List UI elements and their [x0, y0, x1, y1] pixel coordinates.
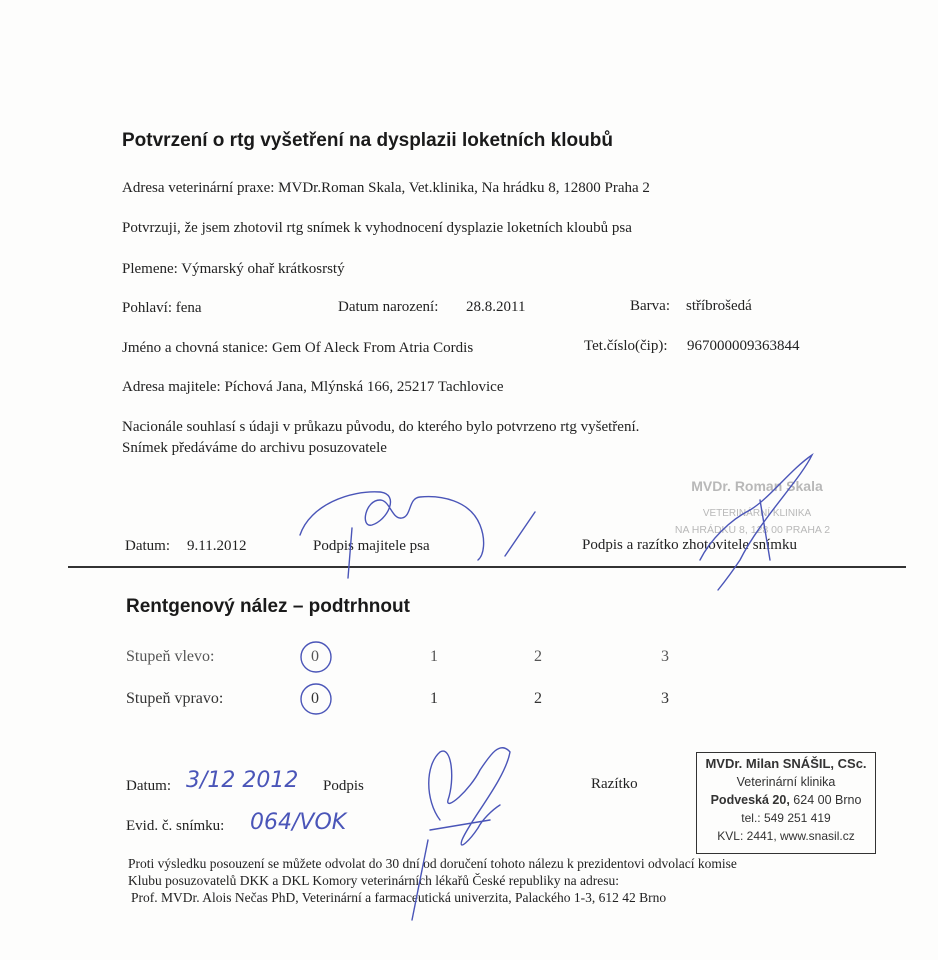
- right-grade-circle: [301, 684, 331, 714]
- right-grade-3: 3: [661, 690, 669, 707]
- result-signature-label: Podpis: [323, 778, 364, 794]
- date-label: Datum:: [125, 538, 170, 554]
- right-grade-label: Stupeň vpravo:: [126, 690, 224, 707]
- result-date-handwritten: 3/12 2012: [186, 768, 299, 793]
- result-signature-tail: [412, 840, 428, 920]
- stamp-line-3b: 624 00 Brno: [793, 793, 862, 807]
- owner-signature-tail: [348, 528, 352, 578]
- result-title: Rentgenový nález – podtrhnout: [126, 596, 410, 617]
- faded-stamp-name: MVDr. Roman Skala: [691, 478, 823, 494]
- footer-line-1: Proti výsledku posouzení se můžete odvolat do 30 dní od doručení tohoto nálezu k prezidentovi odvolací komise: [128, 856, 737, 871]
- consent-line-2: Snímek předáváme do archivu posuzovatele: [122, 440, 387, 456]
- breed-field: Plemene: Výmarský ohař krátkosrstý: [122, 261, 345, 277]
- owner-address: Adresa majitele: Píchová Jana, Mlýnská 166, 25217 Tachlovice: [122, 379, 504, 395]
- left-grade-0: 0: [311, 648, 319, 665]
- left-grade-2: 2: [534, 648, 542, 665]
- stamp-line-5: KVL: 2441, www.snasil.cz: [717, 829, 855, 843]
- dob-value: 28.8.2011: [466, 299, 526, 315]
- footer-line-2: Klubu posuzovatelů DKK a DKL Komory veterinárních lékařů České republiky na adresu:: [128, 873, 619, 888]
- consent-line-1: Nacionále souhlasí s údaji v průkazu původu, do kterého bylo potvrzeno rtg vyšetření.: [122, 419, 640, 435]
- chip-value: 967000009363844: [687, 338, 800, 354]
- stamp-line-2: Veterinární klinika: [736, 775, 836, 789]
- evidence-number-handwritten: 064/VOK: [250, 810, 347, 835]
- dob-label: Datum narození:: [338, 299, 439, 315]
- date-value: 9.11.2012: [187, 538, 247, 554]
- sex-field: Pohlaví: fena: [122, 300, 202, 316]
- result-date-label: Datum:: [126, 778, 171, 794]
- maker-signature-scribble: [700, 455, 812, 590]
- result-stamp-label: Razítko: [591, 776, 638, 792]
- stamp-line-1: MVDr. Milan SNÁŠIL, CSc.: [705, 756, 867, 771]
- maker-signature-label: Podpis a razítko zhotovitele snímku: [582, 537, 797, 553]
- stamp-line-4: tel.: 549 251 419: [741, 811, 831, 825]
- left-grade-1: 1: [430, 648, 438, 665]
- stamp-line-3a: Podveská 20,: [710, 793, 790, 807]
- clinic-address: Adresa veterinární praxe: MVDr.Roman Skala, Vet.klinika, Na hrádku 8, 12800 Praha 2: [122, 180, 650, 196]
- left-grade-circle: [301, 642, 331, 672]
- faded-stamp-line3: NA HRÁDKU 8, 128 00 PRAHA 2: [674, 524, 831, 536]
- faded-stamp-line2: VETERINÁRNÍ KLINIKA: [702, 508, 812, 519]
- confirmation-text: Potvrzuji, že jsem zhotovil rtg snímek k vyhodnocení dysplazie loketních kloubů psa: [122, 220, 632, 236]
- owner-signature-scribble: [300, 492, 484, 560]
- color-label: Barva:: [630, 298, 670, 314]
- owner-signature-slash: [505, 512, 535, 556]
- chip-label: Tet.číslo(čip):: [584, 338, 668, 354]
- dog-name-field: Jméno a chovná stanice: Gem Of Aleck From Atria Cordis: [122, 340, 474, 356]
- right-grade-1: 1: [430, 690, 438, 707]
- footer-line-3: Prof. MVDr. Alois Nečas PhD, Veterinární a farmaceutická univerzita, Palackého 1-3, 612 42 Brno: [131, 890, 667, 905]
- right-grade-0: 0: [311, 690, 319, 707]
- left-grade-3: 3: [661, 648, 669, 665]
- color-value: stříbrošedá: [686, 298, 752, 314]
- evidence-number-label: Evid. č. snímku:: [126, 818, 225, 834]
- owner-signature-label: Podpis majitele psa: [313, 538, 430, 554]
- result-signature-scribble: [429, 748, 510, 845]
- page-title: Potvrzení o rtg vyšetření na dysplazii loketních kloubů: [122, 130, 613, 151]
- right-grade-2: 2: [534, 690, 542, 707]
- left-grade-label: Stupeň vlevo:: [126, 648, 215, 665]
